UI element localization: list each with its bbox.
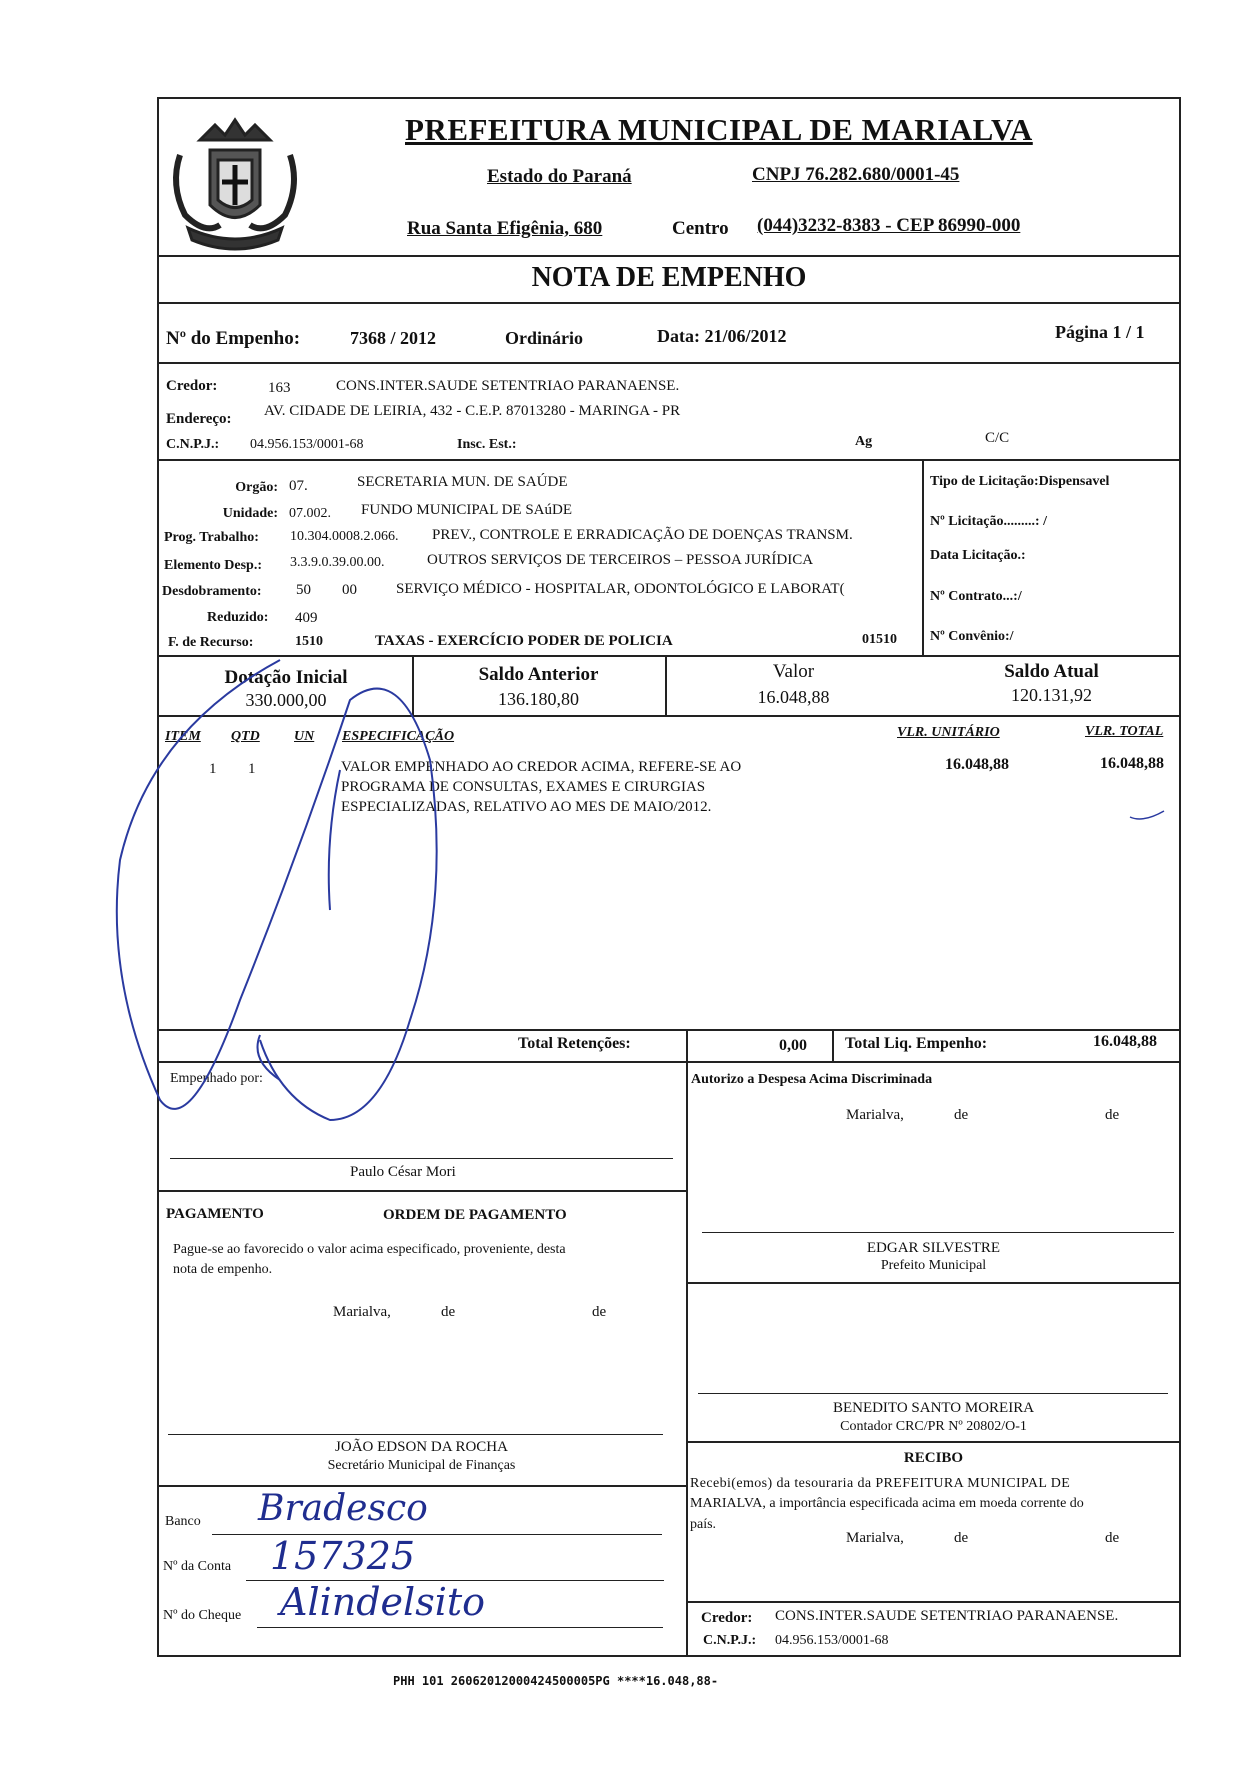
- recibo-cnpj: 04.956.153/0001-68: [775, 1633, 889, 1648]
- credor-code: 163: [268, 380, 291, 396]
- dotacao-inicial-label: Dotação Inicial: [224, 667, 348, 688]
- recibo-credor-label: Credor:: [701, 1610, 753, 1626]
- orgao-code: 07.: [289, 478, 308, 494]
- empenho-number-label: Nº do Empenho:: [166, 328, 301, 349]
- secretario-name: JOÃO EDSON DA ROCHA: [335, 1439, 508, 1455]
- state-label: Estado do Paraná: [487, 166, 632, 187]
- banco-handwritten: Bradesco: [258, 1488, 428, 1529]
- item-qtd: 1: [248, 761, 256, 777]
- unidade-label: Unidade:: [222, 506, 278, 521]
- cnpj-label: C.N.P.J.:: [166, 437, 220, 452]
- numero-licitacao: Nº Licitação.........: /: [930, 514, 1047, 529]
- empenho-number: 7368 / 2012: [350, 328, 437, 348]
- numero-contrato: Nº Contrato...:/: [930, 589, 1022, 604]
- total-liquido-value: 16.048,88: [1093, 1033, 1157, 1050]
- item-spec-line-2: PROGRAMA DE CONSULTAS, EXAMES E CIRURGIAS: [341, 779, 706, 795]
- saldo-atual-label: Saldo Atual: [1004, 661, 1099, 682]
- cnpj-header: CNPJ 76.282.680/0001-45: [752, 164, 960, 185]
- item-spec-line-3: ESPECIALIZADAS, RELATIVO AO MES DE MAIO/2012.: [341, 799, 712, 815]
- item-number: 1: [209, 761, 217, 777]
- recibo-text-1: Recebi(emos) da tesouraria da PREFEITURA MUNICIPAL DE: [690, 1476, 1071, 1491]
- credor-name: CONS.INTER.SAUDE SETENTRIAO PARANAENSE.: [336, 378, 680, 394]
- pagamento-de-2: de: [592, 1304, 607, 1320]
- page-indicator: Página 1 / 1: [1055, 322, 1145, 342]
- pagamento-city: Marialva,: [333, 1304, 391, 1320]
- saldo-anterior-label: Saldo Anterior: [478, 664, 599, 685]
- recibo-de-2: de: [1105, 1530, 1120, 1546]
- col-vlr-unitario-header: VLR. UNITÁRIO: [897, 725, 1000, 740]
- pen-signature-loop: [110, 640, 490, 1160]
- total-retencoes-label: Total Retenções:: [518, 1035, 631, 1052]
- fonte-recurso-code: 1510: [295, 634, 323, 649]
- tipo-licitacao: Tipo de Licitação:Dispensavel: [930, 474, 1110, 489]
- conta-label: Nº da Conta: [163, 1559, 232, 1574]
- phone-cep-header: (044)3232-8383 - CEP 86990-000: [757, 215, 1021, 236]
- ag-label: Ag: [855, 434, 873, 449]
- pagamento-text-2: nota de empenho.: [173, 1262, 273, 1277]
- recibo-credor-name: CONS.INTER.SAUDE SETENTRIAO PARANAENSE.: [775, 1608, 1119, 1624]
- autorizo-de-1: de: [954, 1107, 969, 1123]
- elemento-name: OUTROS SERVIÇOS DE TERCEIROS – PESSOA JURÍDICA: [427, 552, 814, 568]
- fonte-recurso-name: TAXAS - EXERCÍCIO PODER DE POLICIA: [375, 633, 673, 649]
- pagamento-label: PAGAMENTO: [166, 1206, 264, 1222]
- autorizo-label: Autorizo a Despesa Acima Discriminada: [691, 1072, 933, 1087]
- elemento-label: Elemento Desp.:: [164, 558, 262, 573]
- total-liquido-label: Total Liq. Empenho:: [845, 1035, 988, 1052]
- prefeito-name: EDGAR SILVESTRE: [866, 1240, 1001, 1256]
- recibo-city: Marialva,: [846, 1530, 904, 1546]
- cheque-label: Nº do Cheque: [163, 1608, 242, 1623]
- autorizo-city: Marialva,: [846, 1107, 904, 1123]
- district-header: Centro: [672, 218, 729, 239]
- numero-convenio: Nº Convênio:/: [930, 629, 1014, 644]
- item-total-value: 16.048,88: [1100, 755, 1164, 772]
- credor-address: AV. CIDADE DE LEIRIA, 432 - C.E.P. 87013280 - MARINGA - PR: [264, 403, 681, 419]
- saldo-anterior-value: 136.180,80: [498, 689, 579, 709]
- elemento-code: 3.3.9.0.39.00.00.: [290, 555, 385, 570]
- footer-control-code: PHH 101 26062012000424500005PG ****16.048,88-: [393, 1674, 719, 1688]
- ordem-pagamento-label: ORDEM DE PAGAMENTO: [383, 1207, 567, 1223]
- saldo-atual-value: 120.131,92: [1011, 685, 1092, 705]
- empenhado-por-name: Paulo César Mori: [350, 1164, 456, 1180]
- insc-est-label: Insc. Est.:: [457, 437, 517, 452]
- total-retencoes-value: 0,00: [779, 1037, 807, 1054]
- fonte-recurso-number: 01510: [862, 632, 897, 647]
- fonte-recurso-label: F. de Recurso:: [168, 635, 254, 650]
- cheque-handwritten: Alindelsito: [280, 1580, 485, 1624]
- address-header: Rua Santa Efigênia, 680: [407, 218, 603, 239]
- recibo-de-1: de: [954, 1530, 969, 1546]
- conta-handwritten: 157325: [270, 1534, 416, 1578]
- municipality-title: PREFEITURA MUNICIPAL DE MARIALVA: [405, 112, 1033, 147]
- col-qtd-header: QTD: [231, 729, 260, 744]
- recibo-label: RECIBO: [903, 1450, 964, 1466]
- col-especificacao-header: ESPECIFICAÇÃO: [342, 729, 455, 744]
- pagamento-text-1: Pague-se ao favorecido o valor acima especificado, proveniente, desta: [173, 1242, 566, 1257]
- cc-label: C/C: [985, 430, 1010, 446]
- desdobramento-a: 50: [296, 582, 311, 598]
- banco-label: Banco: [165, 1514, 201, 1529]
- recibo-cnpj-label: C.N.P.J.:: [703, 1633, 757, 1648]
- empenhado-por-label: Empenhado por:: [170, 1071, 263, 1086]
- unidade-name: FUNDO MUNICIPAL DE SAúDE: [361, 502, 572, 518]
- document-title: NOTA DE EMPENHO: [531, 262, 807, 293]
- unidade-code: 07.002.: [289, 506, 331, 521]
- address-label: Endereço:: [166, 411, 232, 427]
- data-licitacao: Data Licitação.:: [930, 548, 1026, 563]
- col-vlr-total-header: VLR. TOTAL: [1085, 724, 1164, 739]
- reduzido-label: Reduzido:: [207, 610, 269, 625]
- recibo-text-2: MARIALVA, a importância especificada acima em moeda corrente do: [690, 1496, 1084, 1511]
- pagamento-de-1: de: [441, 1304, 456, 1320]
- col-item-header: ITEM: [165, 729, 201, 744]
- pen-check-mark: [1128, 805, 1168, 825]
- item-spec-line-1: VALOR EMPENHADO AO CREDOR ACIMA, REFERE-SE AO: [341, 759, 742, 775]
- prog-trabalho-label: Prog. Trabalho:: [164, 530, 259, 545]
- credor-label: Credor:: [166, 378, 218, 394]
- col-un-header: UN: [294, 729, 315, 744]
- secretario-role: Secretário Municipal de Finanças: [327, 1458, 516, 1473]
- orgao-label: Orgão:: [235, 480, 278, 495]
- item-unit-value: 16.048,88: [945, 756, 1009, 773]
- prefeito-role: Prefeito Municipal: [880, 1258, 987, 1273]
- empenho-date: Data: 21/06/2012: [657, 326, 787, 346]
- reduzido-value: 409: [295, 610, 318, 626]
- desdobramento-label: Desdobramento:: [162, 584, 262, 599]
- prog-trabalho-name: PREV., CONTROLE E ERRADICAÇÃO DE DOENÇAS TRANSM.: [432, 527, 853, 543]
- empenho-type: Ordinário: [505, 328, 584, 348]
- autorizo-de-2: de: [1105, 1107, 1120, 1123]
- valor-value: 16.048,88: [757, 687, 830, 707]
- contador-name: BENEDITO SANTO MOREIRA: [832, 1400, 1035, 1416]
- recibo-text-3: país.: [690, 1517, 717, 1532]
- orgao-name: SECRETARIA MUN. DE SAÚDE: [357, 474, 568, 490]
- contador-role: Contador CRC/PR Nº 20802/O-1: [840, 1419, 1027, 1434]
- coat-of-arms-logo: [160, 110, 310, 260]
- dotacao-inicial-value: 330.000,00: [245, 690, 327, 710]
- desdobramento-b: 00: [342, 582, 357, 598]
- credor-cnpj: 04.956.153/0001-68: [250, 437, 364, 452]
- prog-trabalho-code: 10.304.0008.2.066.: [290, 529, 399, 544]
- desdobramento-name: SERVIÇO MÉDICO - HOSPITALAR, ODONTOLÓGICO E LABORAT(: [396, 581, 845, 597]
- valor-label: Valor: [772, 661, 815, 682]
